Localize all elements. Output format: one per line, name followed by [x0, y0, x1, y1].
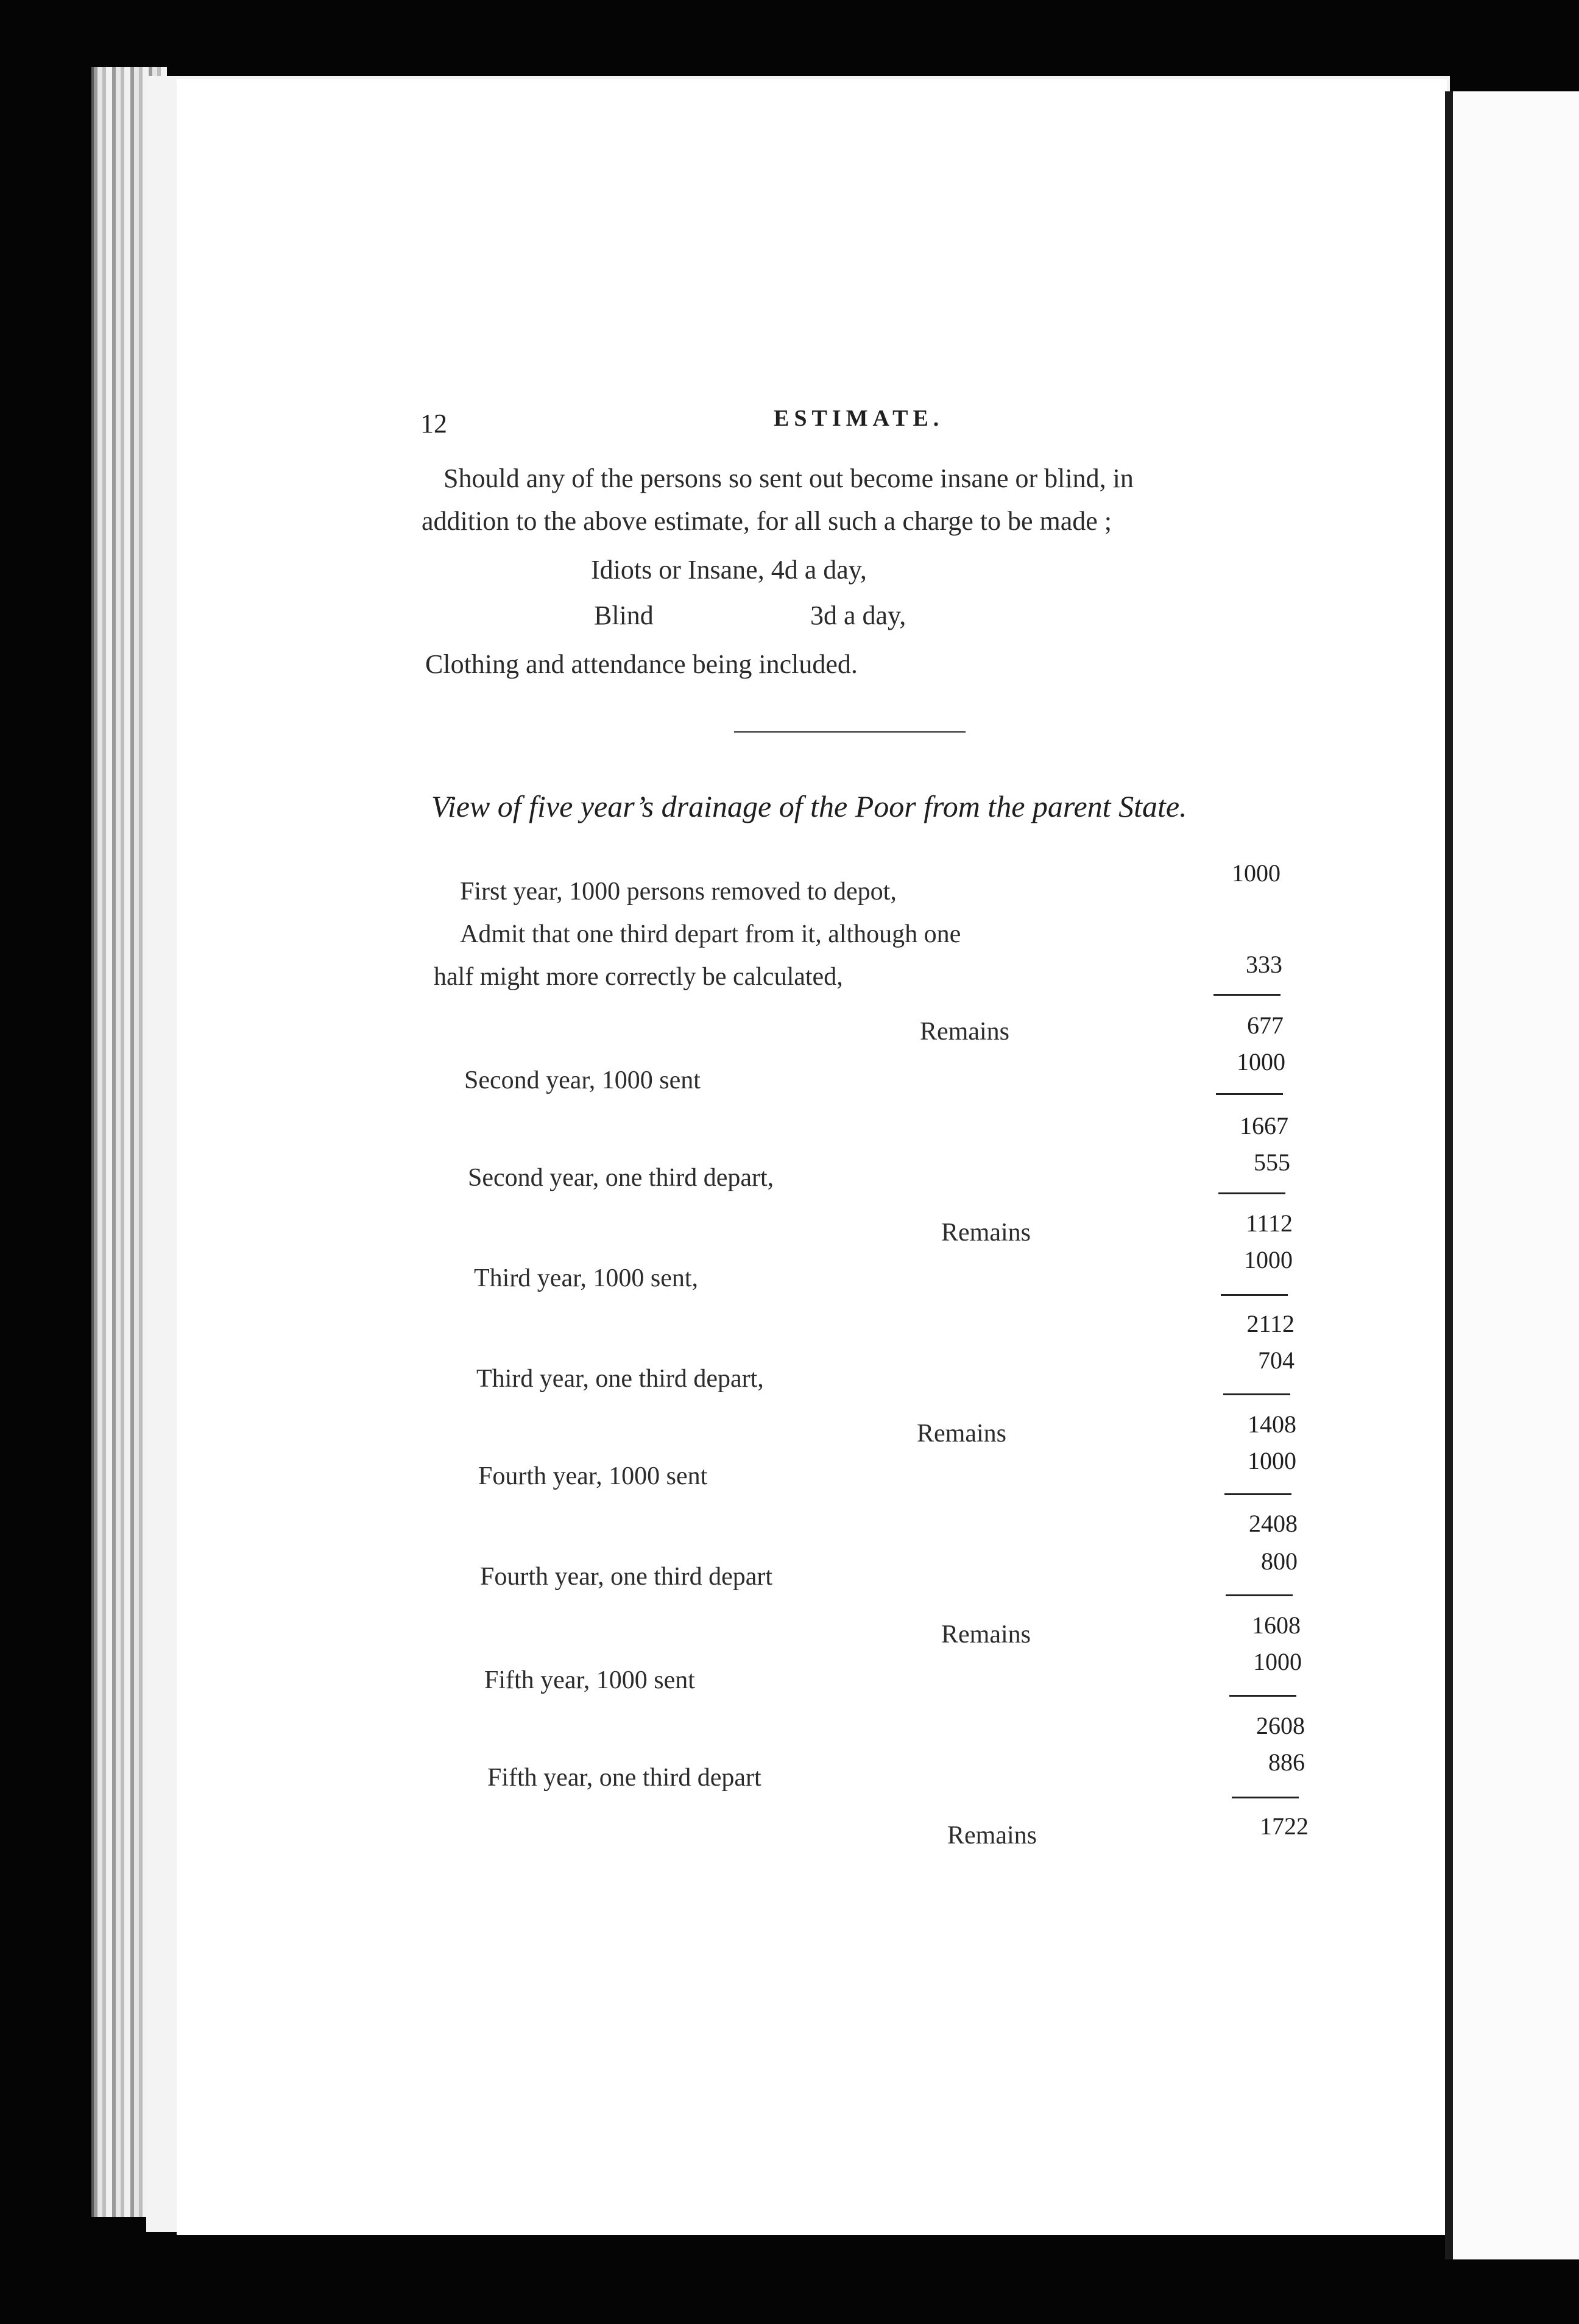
- figure: 1000: [1244, 1246, 1293, 1273]
- row-label: Third year, one third depart,: [476, 1365, 764, 1393]
- intro-line-1: Should any of the persons so sent out become insane or blind, in: [443, 463, 1134, 493]
- figure: 333: [1246, 951, 1282, 978]
- figure-total: 1722: [1260, 1812, 1309, 1840]
- figure: 1112: [1245, 1210, 1293, 1237]
- row-label: Second year, 1000 sent: [464, 1066, 701, 1094]
- first-year-line-1: First year, 1000 persons removed to depot,: [460, 878, 897, 906]
- sum-rule: [1229, 1695, 1296, 1697]
- section-divider: [734, 731, 966, 733]
- blind-label: Blind: [594, 600, 654, 630]
- figure: 1408: [1248, 1410, 1296, 1438]
- first-year-line-3: half might more correctly be calculated,: [434, 963, 843, 991]
- row-label: Third year, 1000 sent,: [474, 1264, 699, 1292]
- row-label: Second year, one third depart,: [468, 1164, 774, 1192]
- figure: 1000: [1248, 1447, 1296, 1474]
- remains-label: Remains: [941, 1621, 1031, 1649]
- figure: 2112: [1246, 1310, 1295, 1337]
- intro-line-2: addition to the above estimate, for all such a charge to be made ;: [422, 506, 1112, 536]
- page-number: 12: [420, 409, 447, 438]
- intro-line-5: Clothing and attendance being included.: [425, 649, 858, 679]
- figure: 800: [1261, 1548, 1298, 1575]
- figure: 704: [1258, 1347, 1295, 1374]
- row-label: Fourth year, 1000 sent: [478, 1462, 708, 1490]
- figure: 555: [1254, 1149, 1290, 1176]
- sum-rule: [1221, 1294, 1288, 1296]
- row-label: Fifth year, one third depart: [487, 1764, 761, 1792]
- remains-label: Remains: [917, 1420, 1006, 1448]
- intro-line-4: [594, 600, 906, 631]
- sum-rule: [1223, 1393, 1290, 1395]
- sum-rule: [1216, 1093, 1283, 1095]
- figure: 2608: [1256, 1712, 1305, 1739]
- sum-rule: [1232, 1797, 1299, 1798]
- figure: 1608: [1252, 1611, 1301, 1639]
- figure: 677: [1247, 1012, 1284, 1039]
- sum-rule: [1224, 1493, 1291, 1495]
- intro-line-3: Idiots or Insane, 4d a day,: [591, 555, 867, 585]
- figure: 1000: [1253, 1648, 1302, 1675]
- facing-page: [1453, 91, 1579, 2259]
- sum-rule: [1213, 994, 1281, 996]
- running-head: ESTIMATE.: [774, 406, 944, 431]
- row-label: Fifth year, 1000 sent: [484, 1666, 695, 1694]
- figure: 1000: [1232, 859, 1281, 887]
- remains-label: Remains: [941, 1219, 1031, 1247]
- first-year-line-2: Admit that one third depart from it, although one: [460, 920, 961, 948]
- figure: 2408: [1249, 1510, 1298, 1537]
- sum-rule: [1226, 1594, 1293, 1596]
- table-title: View of five year’s drainage of the Poor from the parent State.: [431, 789, 1187, 823]
- remains-label: Remains: [947, 1822, 1037, 1850]
- sum-rule: [1218, 1192, 1285, 1194]
- figure: 1000: [1237, 1048, 1285, 1076]
- figure: 886: [1268, 1748, 1305, 1776]
- remains-label: Remains: [920, 1018, 1009, 1046]
- blind-rate: 3d a day,: [810, 600, 906, 630]
- figure: 1667: [1240, 1112, 1288, 1139]
- row-label: Fourth year, one third depart: [480, 1563, 773, 1591]
